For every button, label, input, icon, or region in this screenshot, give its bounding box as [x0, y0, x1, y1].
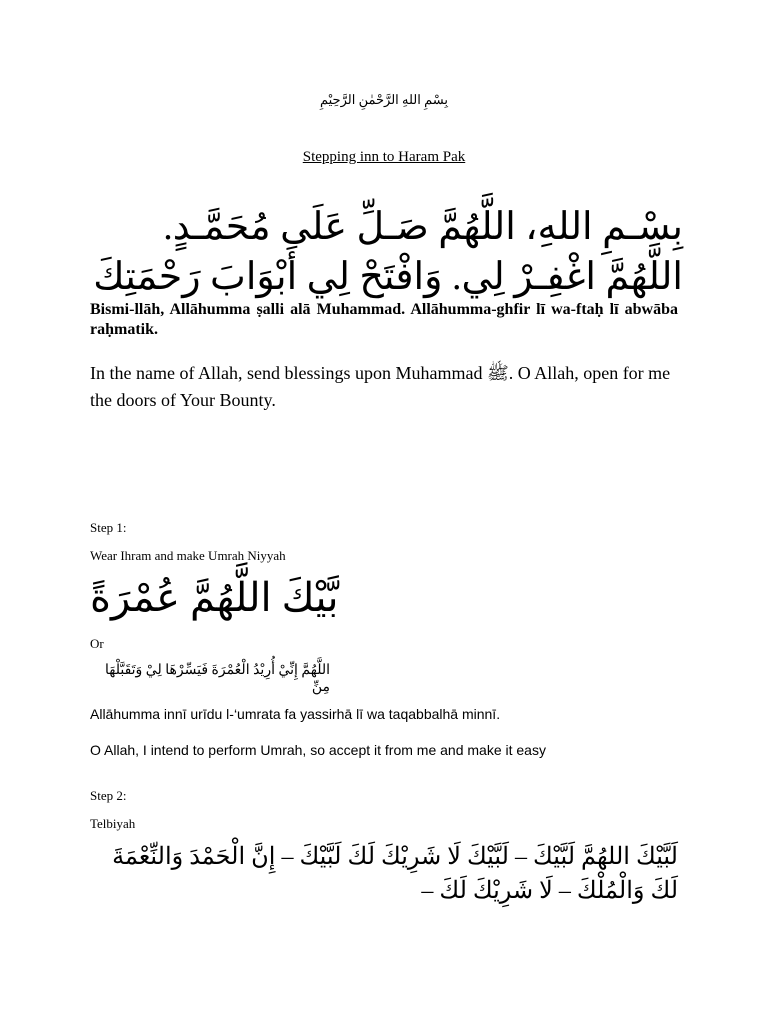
basmala-heading: بِسْمِ اللهِ الرَّحْمٰنِ الرَّحِيْمِ [319, 92, 448, 107]
umrah-niyyah-arabic: اللَّهُمَّ إِنِّيْ أُرِيْدُ الْعُمْرَةَ فَيَسِّرْهَا لِيْ وَتَقَبَّلْهَا مِنِّ [104, 663, 330, 695]
entering-dua-translation: In the name of Allah, send blessings upon Muhammad ﷺ. O Allah, open for me the doors of Your Bounty. [90, 363, 671, 410]
umrah-niyyah-translation: O Allah, I intend to perform Umrah, so accept it from me and make it easy [90, 742, 546, 758]
step1-description: Wear Ihram and make Umrah Niyyah [90, 548, 286, 563]
step1-label: Step 1: [90, 520, 127, 535]
step2-description: Telbiyah [90, 816, 136, 831]
talbiyah-arabic: لَبَّيْكَ اللهُمَّ لَبَّيْكَ – لَبَّيْكَ لَا شَرِيْكَ لَكَ لَبَّيْكَ – إِنَّ الْحَمْدَ وَالنِّعْمَةَ لَكَ وَالْمُلْكَ – لَا شَرِيْكَ لَكَ – [112, 844, 678, 904]
umrah-niyyah-transliteration: Allāhumma innī urīdu l-‘umrata fa yassirhā lī wa taqabbalhā minnī. [90, 706, 501, 722]
page-title: Stepping inn to Haram Pak [302, 149, 466, 165]
entering-dua-transliteration: Bismi-llāh, Allāhumma ṣalli alā Muhammad. Allāhumma-ghfir lī wa-ftaḥ lī abwāba raḥmatik. [90, 301, 678, 338]
labbaik-umrah-arabic: بَّيْكَ اللَّهُمَّ عُمْرَةً [90, 575, 339, 620]
or-label: Or [90, 636, 104, 651]
step2-label: Step 2: [90, 788, 127, 803]
entering-dua-arabic: بِسْـمِ اللهِ، اللَّهُمَّ صَـلِّ عَلَى مُحَمَّـدٍ. اللَّهُمَّ اغْفِـرْ لِي. وَافْتَحْ لِي أَبْوَابَ رَحْمَتِكَ [93, 206, 683, 298]
